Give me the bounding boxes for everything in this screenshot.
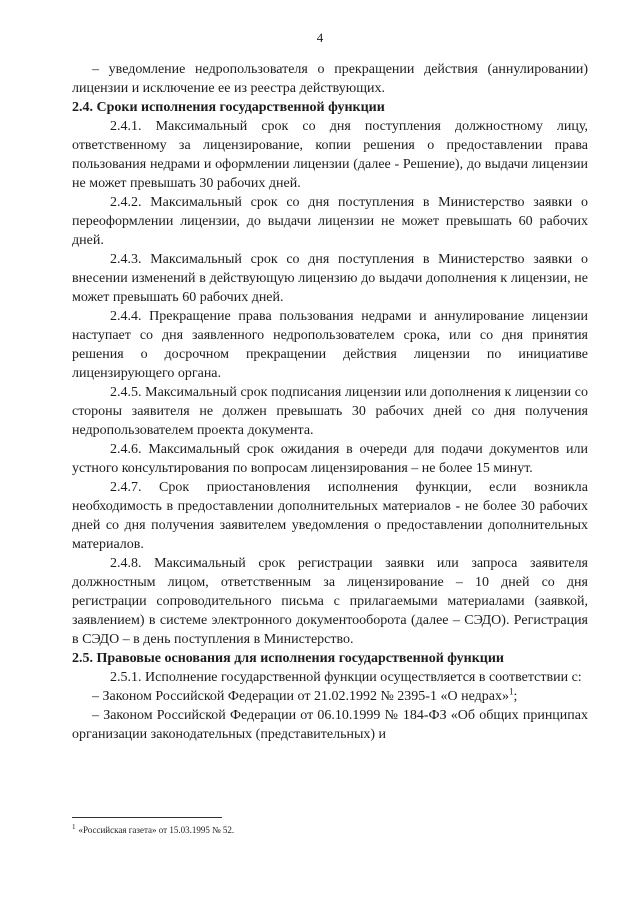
law-item-1-tail: ;	[513, 689, 518, 704]
paragraph-2-4-8: 2.4.8. Максимальный срок регистрации заявки или запроса заявителя должностным лицом, ответственным за лицензирование – 10 дней со дня регистрации сопроводительного письма с прилагаемыми материалами (заявкой, заявлением) в системе электронного документооборота (далее – СЭДО). Регистрация в СЭДО – в день поступления в Министерство.	[72, 556, 588, 647]
law-item-1-text: – Законом Российской Федерации от 21.02.1992 № 2395-1 «О недрах»	[92, 689, 509, 704]
paragraph-2-4-7: 2.4.7. Срок приостановления исполнения функции, если возникла необходимость в предоставлении дополнительных материалов - не более 30 рабочих дней со дня получения заявителем уведомления о предоставлении дополнительных материалов.	[72, 480, 588, 552]
footnote-reference[interactable]: 1	[508, 686, 514, 697]
section-heading-2-5: 2.5. Правовые основания для исполнения государственной функции	[72, 651, 504, 666]
page-number: 4	[316, 30, 324, 45]
law-item-1	[72, 687, 588, 706]
footnote-text: «Российская газета» от 15.03.1995 № 52.	[78, 825, 235, 835]
footnote-divider	[72, 817, 222, 818]
paragraph-2-4-3: 2.4.3. Максимальный срок со дня поступления в Министерство заявки о внесении изменений в действующую лицензию до выдачи дополнения к лицензии, не может превышать 60 рабочих дней.	[72, 252, 588, 305]
intro-paragraph: – уведомление недропользователя о прекращении действия (аннулировании) лицензии и исключение ее из реестра действующих.	[72, 62, 588, 96]
paragraph-2-4-5: 2.4.5. Максимальный срок подписания лицензии или дополнения к лицензии со стороны заявителя не должен превышать 30 рабочих дней со дня получения недропользователем проекта документа.	[72, 385, 588, 438]
paragraph-2-5-1: 2.5.1. Исполнение государственной функции осуществляется в соответствии с:	[110, 670, 582, 685]
footnote	[72, 824, 588, 836]
paragraph-2-4-4: 2.4.4. Прекращение права пользования недрами и аннулирование лицензии наступает со дня заявленного недропользователем срока, или со дня принятия решения о досрочном прекращении действия лицензии по инициативе лицензирующего органа.	[72, 309, 588, 381]
section-heading-2-4: 2.4. Сроки исполнения государственной функции	[72, 100, 385, 115]
footnote-mark: 1	[72, 823, 76, 831]
document-body	[72, 60, 588, 744]
paragraph-2-4-2: 2.4.2. Максимальный срок со дня поступления в Министерство заявки о переоформлении лицензии, до выдачи лицензии не может превышать 60 рабочих дней.	[72, 195, 588, 248]
paragraph-2-4-1: 2.4.1. Максимальный срок со дня поступления должностному лицу, ответственному за лицензирование, копии решения о предоставлении права пользования недрами и оформлении лицензии (далее - Решение), до выдачи лицензии не может превышать 30 рабочих дней.	[72, 119, 588, 191]
paragraph-2-4-6: 2.4.6. Максимальный срок ожидания в очереди для подачи документов или устного консультирования по вопросам лицензирования – не более 15 минут.	[72, 442, 588, 476]
law-item-2: – Законом Российской Федерации от 06.10.1999 № 184-ФЗ «Об общих принципах организации законодательных (представительных) и	[72, 708, 588, 742]
